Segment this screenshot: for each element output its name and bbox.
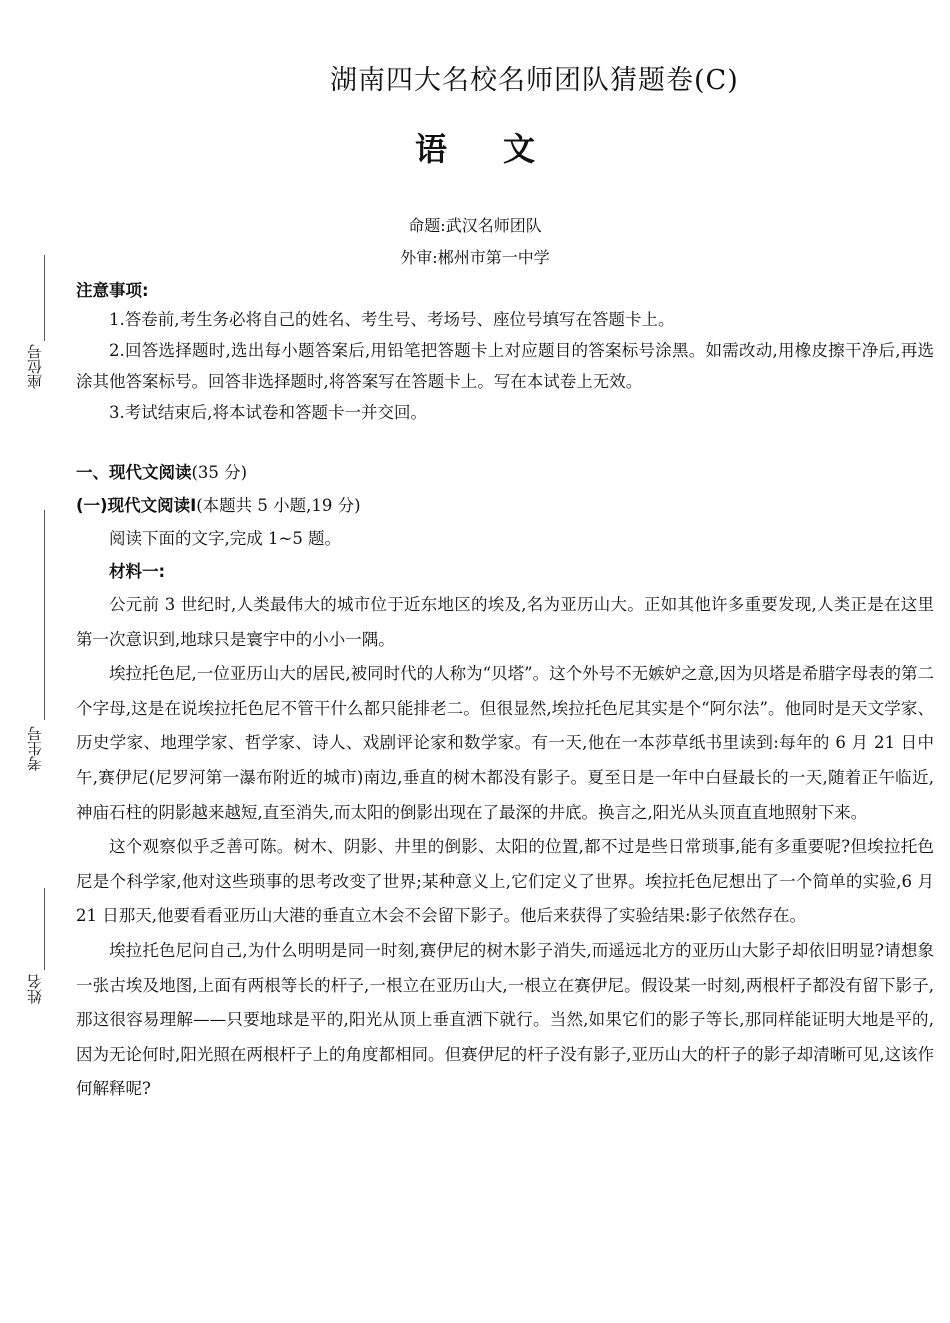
name-label: 姓名 <box>26 974 44 1004</box>
part-title: 一、现代文阅读 <box>76 463 192 482</box>
part-score: (35 分) <box>191 463 248 482</box>
notice-item: 1.答卷前,考生务必将自己的姓名、考生号、考场号、座位号填写在答题卡上。 <box>109 310 675 329</box>
binding-line <box>44 888 45 970</box>
part-heading <box>76 456 934 489</box>
reviewer-credit: 外审:郴州市第一中学 <box>400 248 550 267</box>
article-paragraph: 埃拉托色尼问自己,为什么明明是同一时刻,赛伊尼的树木影子消失,而遥远北方的亚历山大影子却依旧明显?请想象一张古埃及地图,上面有两根等长的杆子,一根立在亚历山大,一根立在赛伊尼。假设某一时刻,两根杆子都没有留下影子,那这很容易理解——只要地球是平的,阳光从顶上垂直洒下就行。当然,如果它们的影子等长,那同样能证明大地是平的,因为无论何时,阳光照在两根杆子上的角度都相同。但赛伊尼的杆子没有影子,亚历山大的杆子的影子却清晰可见,这该作何解释呢? <box>76 940 934 1099</box>
notice-item: 2.回答选择题时,选出每小题答案后,用铅笔把答题卡上对应题目的答案标号涂黑。如需改动,用橡皮擦干净后,再选涂其他答案标号。回答非选择题时,将答案写在答题卡上。写在本试卷上无效。 <box>76 341 934 391</box>
spacer <box>76 428 934 456</box>
article-paragraph: 公元前 3 世纪时,人类最伟大的城市位于近东地区的埃及,名为亚历山大。正如其他许多重要发现,人类正是在这里第一次意识到,地球只是寰宇中的小小一隅。 <box>76 595 934 649</box>
notice-heading: 注意事项: <box>76 281 149 300</box>
notice-item: 3.考试结束后,将本试卷和答题卡一并交回。 <box>109 403 427 422</box>
seat-number-label: 座位号 <box>26 344 44 389</box>
material-label: 材料一: <box>109 562 166 581</box>
binding-line <box>44 510 45 720</box>
sub-score: (本题共 5 小题,19 分) <box>196 496 361 515</box>
article-body <box>76 588 934 1107</box>
exam-content <box>76 278 934 1107</box>
reading-instruction: 阅读下面的文字,完成 1~5 题。 <box>109 529 342 548</box>
article-paragraph: 埃拉托色尼,一位亚历山大的居民,被同时代的人称为“贝塔”。这个外号不无嫉妒之意,因为贝塔是希腊字母表的第二个字母,这是在说埃拉托色尼不管干什么都只能排老二。但很显然,埃拉托色尼其实是个“阿尔法”。他同时是天文学家、历史学家、地理学家、哲学家、诗人、戏剧评论家和数学家。有一天,他在一本莎草纸书里读到:每年的 6 月 21 日中午,赛伊尼(尼罗河第一瀑布附近的城市)南边,垂直的树木都没有影子。夏至日是一年中白昼最长的一天,随着正午临近,神庙石柱的阴影越来越短,直至消失,而太阳的倒影出现在了最深的井底。换言之,阳光从头顶直直地照射下来。 <box>76 664 934 822</box>
article-paragraph: 这个观察似乎乏善可陈。树木、阴影、井里的倒影、太阳的位置,都不过是些日常琐事,能有多重要呢?但埃拉托色尼是个科学家,他对这些琐事的思考改变了世界;某种意义上,它们定义了世界。埃拉托色尼想出了一个简单的实验,6 月 21 日那天,他要看看亚历山大港的垂直立木会不会留下影子。他后来获得了实验结果:影子依然存在。 <box>76 837 934 926</box>
binding-line <box>44 255 45 341</box>
exam-title: 湖南四大名校名师团队猜题卷(C) <box>330 65 739 96</box>
subject-title: 语文 <box>414 130 591 168</box>
sub-heading <box>76 489 934 522</box>
setter-credit: 命题:武汉名师团队 <box>408 216 542 235</box>
sub-title: (一)现代文阅读Ⅰ <box>76 496 197 515</box>
exam-number-label: 考生号 <box>26 726 44 771</box>
